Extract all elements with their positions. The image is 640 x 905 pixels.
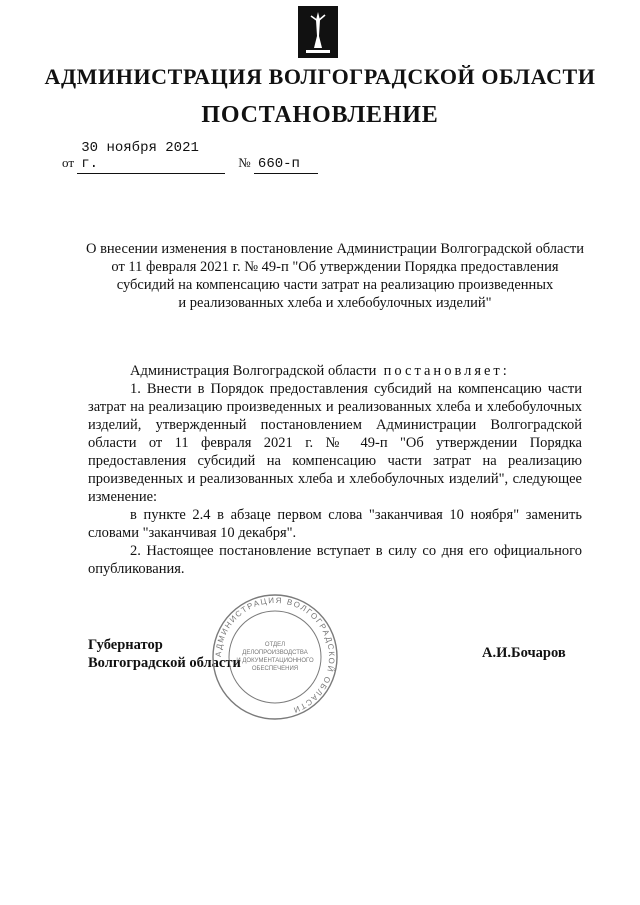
signatory-title-line: Губернатор [88,637,163,653]
stamp-center-line: ОБЕСПЕЧЕНИЯ [251,666,299,672]
preamble [88,362,582,380]
document-type-title: ПОСТАНОВЛЕНИЕ [201,102,439,128]
official-stamp [205,592,345,722]
coat-of-arms-icon [298,6,338,58]
stamp-center-line: ОТДЕЛ [264,642,286,648]
paragraph-item-1-change: в пункте 2.4 в абзаце первом слова "заканчивая 10 ноября" заменить словами "заканчивая 10 декабря". [88,507,582,541]
heading-line: от 11 февраля 2021 г. № 49-п "Об утверждении Порядка предоставления [111,259,559,275]
signatory-title-line: Волгоградской области [88,655,241,671]
number-prefix: № [238,155,251,170]
preamble-subject: Администрация Волгоградской области [130,363,377,379]
paragraph-item-2: 2. Настоящее постановление вступает в силу со дня его официального опубликования. [88,543,582,577]
stamp-center-line: И ДОКУМЕНТАЦИОННОГО [236,658,314,664]
paragraph-item-1: 1. Внести в Порядок предоставления субсидий на компенсацию части затрат на реализацию произведенных и реализованных хлеба и хлебобулочных изделий, утвержденный постановлением Администрации Волгоградской области от 11 февраля 2021 г. № 49-п "Об утверждении Порядка предоставления субсидий на компенсацию части затрат на реализацию произведенных и реализованных хлеба и хлебобулочных изделий", следующее изменение: [88,381,582,505]
stamp-ring-text: АДМИНИСТРАЦИЯ ВОЛГОГРАДСКОЙ ОБЛАСТИ [213,595,337,715]
document-number: 660-п [254,156,318,174]
document-body [88,362,582,578]
heading-line: О внесении изменения в постановление Администрации Волгоградской области [85,241,584,257]
heading-line: и реализованных хлеба и хлебобулочных изделий" [178,295,492,311]
document-heading [70,240,600,312]
stamp-center-line: ДЕЛОПРОИЗВОДСТВА [242,650,308,656]
date-prefix: от [62,155,75,170]
date-number-line [62,140,318,174]
signatory-name: А.И.Бочаров [482,645,566,661]
document-date: 30 ноября 2021 г. [77,140,225,174]
organization-name: АДМИНИСТРАЦИЯ ВОЛГОГРАДСКОЙ ОБЛАСТИ [44,64,596,89]
preamble-verb: постановляет: [383,363,510,379]
heading-line: субсидий на компенсацию части затрат на реализацию произведенных [116,277,554,293]
